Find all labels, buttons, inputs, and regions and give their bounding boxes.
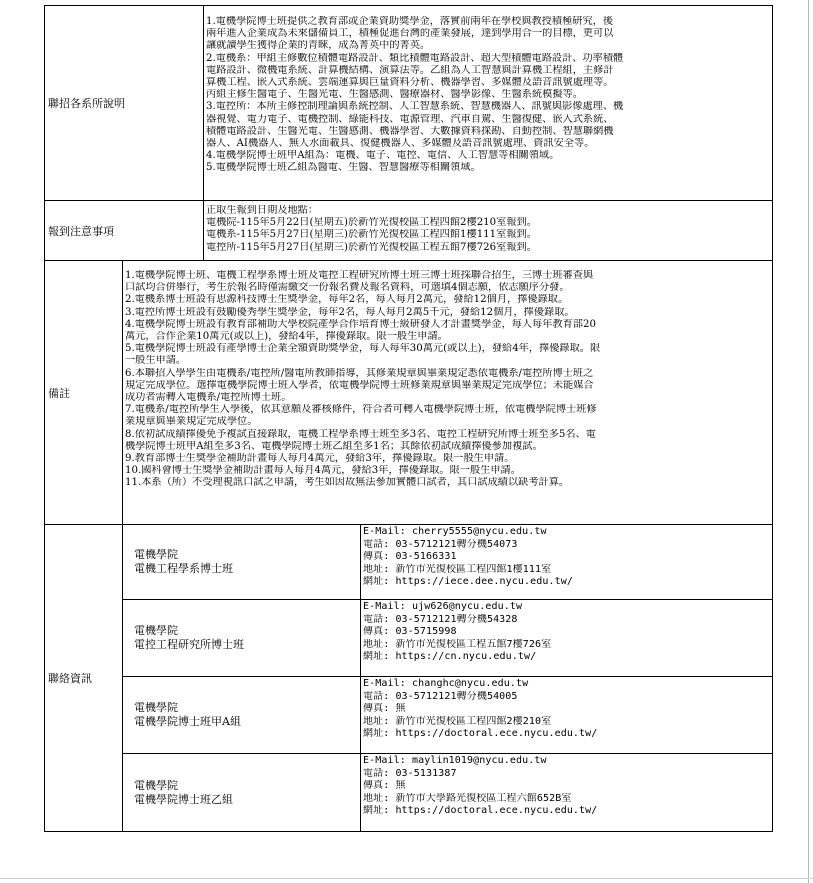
contact-fax: 傳真: 無 [363,780,406,792]
contact-address: 地址: 新竹市光復校區工程五館7樓726室 [363,638,552,650]
contact-website[interactable]: 網址: https://cn.nycu.edu.tw/ [363,651,537,663]
page-edge-rule [808,0,809,883]
notes-line: 8.依初試成績擇優免予複試直接錄取，電機工程學系博士班至多3名、電控工程研究所博士班至多5名、電 [125,428,596,440]
recruit-label: 聯招各系所說明 [45,6,204,201]
recruit-line: 讓就讀學生獲得企業的青睞，成為菁英中的菁英。 [206,40,431,52]
contact-row [45,754,773,832]
recruit-line: 電路設計、微機電系統、計算機結構、演算法等。乙組為人工智慧與計算機工程組，主修計 [206,64,614,76]
notes-line: 4.電機學院博士班設有教育部補助大學校院產學合作培育博士級研發人才計畫獎學金，每人每年教育部20 [125,318,596,330]
contact-fax: 傳真: 03-5166331 [363,551,457,563]
contact-phone: 電話: 03-5712121轉分機54005 [363,690,518,702]
contact-email[interactable]: E-Mail: cherry5555@nycu.edu.tw [363,526,547,537]
page-bottom-rule [0,878,813,879]
report-line: 正取生報到日期及地點： [206,205,319,216]
contact-phone: 電話: 03-5131387 [363,767,457,779]
report-line: 電機系-115年5月27日(星期三)於新竹光復校區工程四館1樓111室報到。 [206,229,537,241]
contact-address: 地址: 新竹市光復校區工程四館2樓210室 [363,715,552,727]
notes-line: 規定完成學位。選擇電機學院博士班入學者，依電機學院博士班修業規章與畢業規定完成學位；未能媒合 [125,379,594,391]
dept-name: 電機工程學系博士班 [134,562,233,575]
notes-row [45,261,773,525]
notes-line: 2.電機系博士班設有思源科技博士生獎學金，每年2名，每人每月2萬元，發給12個月，擇優錄取。 [125,294,569,306]
dept-name: 電機學院博士班乙組 [134,792,233,806]
notes-line: 9.教育部博士生獎學金補助計畫每人每月4萬元，發給3年，擇優錄取。限一般生申請。 [125,453,515,465]
notes-line: 10.國科會博士生獎學金補助計畫每人每月4萬元，發給3年，擇優錄取。限一般生申請。 [125,465,521,477]
contact-phone: 電話: 03-5712121轉分機54328 [363,613,518,625]
recruit-line: 器人、AI機器人、無人水面載具、復健機器人、多媒體及語音訊號處理、資訊安全等。 [206,138,595,150]
contact-fax: 傳真: 無 [363,703,406,715]
admission-info-table [44,5,773,832]
recruit-line: 丙組主修生醫電子、生醫光電、生醫感測、醫療器材、醫學影像、生醫系統模擬等。 [206,89,583,101]
contact-fax: 傳真: 03-5715998 [363,626,457,638]
report-line: 電控所-115年5月27日(星期三)於新竹光復校區工程五館7樓726室報到。 [206,241,537,253]
notes-line: 業規章與畢業規定完成學位。 [125,416,258,428]
recruit-line: 3.電控所：本所主修控制理論與系統控制、人工智慧系統、智慧機器人、訊號與影像處理、機 [206,101,624,113]
recruit-line: 2.電機系：甲組主修數位積體電路設計、類比積體電路設計、超大型積體電路設計、功率積體 [206,52,624,64]
contact-email[interactable]: E-Mail: ujw626@nycu.edu.tw [363,601,523,612]
dept-college: 電機學院 [134,701,178,714]
report-content [204,201,773,261]
contact-dept [123,677,361,754]
contact-row [45,677,773,754]
notes-line: 一般生申請。 [125,355,187,367]
contact-website[interactable]: 網址: https://doctoral.ece.nycu.edu.tw/ [363,728,598,740]
notes-line: 3.電控所博士班設有鼓勵優秀學生獎學金，每年2名，每人每月2萬5千元，發給12個月，擇優錄取。 [125,306,575,318]
recruit-line: 積體電路設計、生醫光電、生醫感測、機器學習、大數據資料探勘、自動控制、智慧聯網機 [206,125,614,137]
contact-row [45,525,773,600]
contact-website[interactable]: 網址: https://doctoral.ece.nycu.edu.tw/ [363,805,598,817]
recruit-line: 器視覺、電力電子、電機控制、綠能科技、電源管理、汽車自駕、生醫復健、嵌入式系統、 [206,113,614,125]
contact-dept [123,754,361,832]
recruit-line: 4.電機學院博士班甲A組為：電機、電子、電控、電信、人工智慧等相關領域。 [206,150,560,162]
contact-email[interactable]: E-Mail: changhc@nycu.edu.tw [363,678,529,689]
contact-website[interactable]: 網址: https://iece.dee.nycu.edu.tw/ [363,576,573,588]
contact-details [361,677,773,754]
contact-phone: 電話: 03-5712121轉分機54073 [363,538,518,550]
contact-dept [123,525,361,600]
report-line: 電機院-115年5月22日(星期五)於新竹光復校區工程四館2樓210室報到。 [206,217,537,229]
contact-label: 聯絡資訊 [45,525,123,832]
dept-name: 電控工程研究所博士班 [134,638,244,651]
recruit-content [204,6,773,201]
dept-college: 電機學院 [134,624,178,637]
report-label: 報到注意事項 [45,201,204,261]
contact-address: 地址: 新竹市光復校區工程四館1樓111室 [363,563,552,575]
recruit-line: 5.電機學院博士班乙組為醫電、生醫、智慧醫療等相關領域。 [206,162,481,174]
dept-college: 電機學院 [134,778,178,792]
contact-row [45,600,773,677]
contact-details [361,754,773,832]
contact-address: 地址: 新竹市大學路光復校區工程六館652B室 [363,792,572,804]
notes-content [123,261,773,525]
notes-label: 備註 [45,261,123,525]
contact-email[interactable]: E-Mail: maylin1019@nycu.edu.tw [363,755,547,766]
notes-line: 11.本系（所）不受理視訊口試之申請，考生如因故無法參加實體口試者，其口試成績以缺考計算。 [125,477,570,489]
contact-details [361,525,773,600]
contact-dept [123,600,361,677]
dept-college: 電機學院 [134,548,178,561]
notes-line: 機學院博士班甲A組至多3名、電機學院博士班乙組至多1名；其餘依初試成績擇優參加複試。 [125,440,543,452]
notes-line: 成功者需轉入電機系/電控所博士班。 [125,392,292,404]
notes-line: 1.電機學院博士班、電機工程學系博士班及電控工程研究所博士班三博士班採聯合招生，三博士班審查與 [125,270,594,281]
dept-name: 電機學院博士班甲A組 [134,715,241,728]
notes-line: 口試均合併舉行，考生於報名時僅需繳交一份報名費及報名資料，可選填4個志願，依志願序分發。 [125,282,570,294]
recruit-line: 兩年進入企業成為未來儲備員工，積極促進台灣的產業發展，達到學用合一的目標，更可以 [206,28,614,40]
notes-line: 6.本聯招入學學生由電機系/電控所/醫電所教師指導，其修業規章與畢業規定悉依電機系/電控所博士班之 [125,367,594,379]
notes-line: 萬元，合作企業10萬元(或以上)，發給4年，擇優錄取。限一般生申請。 [125,331,448,343]
recruit-line: 1.電機學院博士班提供之教育部或企業資助獎學金，落實前兩年在學校與教授積極研究，後 [206,16,614,27]
notes-line: 7.電機系/電控所學生入學後，依其意願及審核條件，符合者可轉入電機學院博士班，依電機學院博士班修 [125,404,597,416]
notes-line: 5.電機學院博士班設有產學博士企業全額資助獎學金，每人每年30萬元(或以上)，發給4年，擇優錄取。限 [125,343,601,355]
contact-details [361,600,773,677]
recruit-line: 算機工程、嵌入式系統、雲端運算與巨量資料分析、機器學習、多媒體及語音訊號處理等。 [206,77,614,89]
report-row [45,201,773,261]
recruit-row [45,6,773,201]
